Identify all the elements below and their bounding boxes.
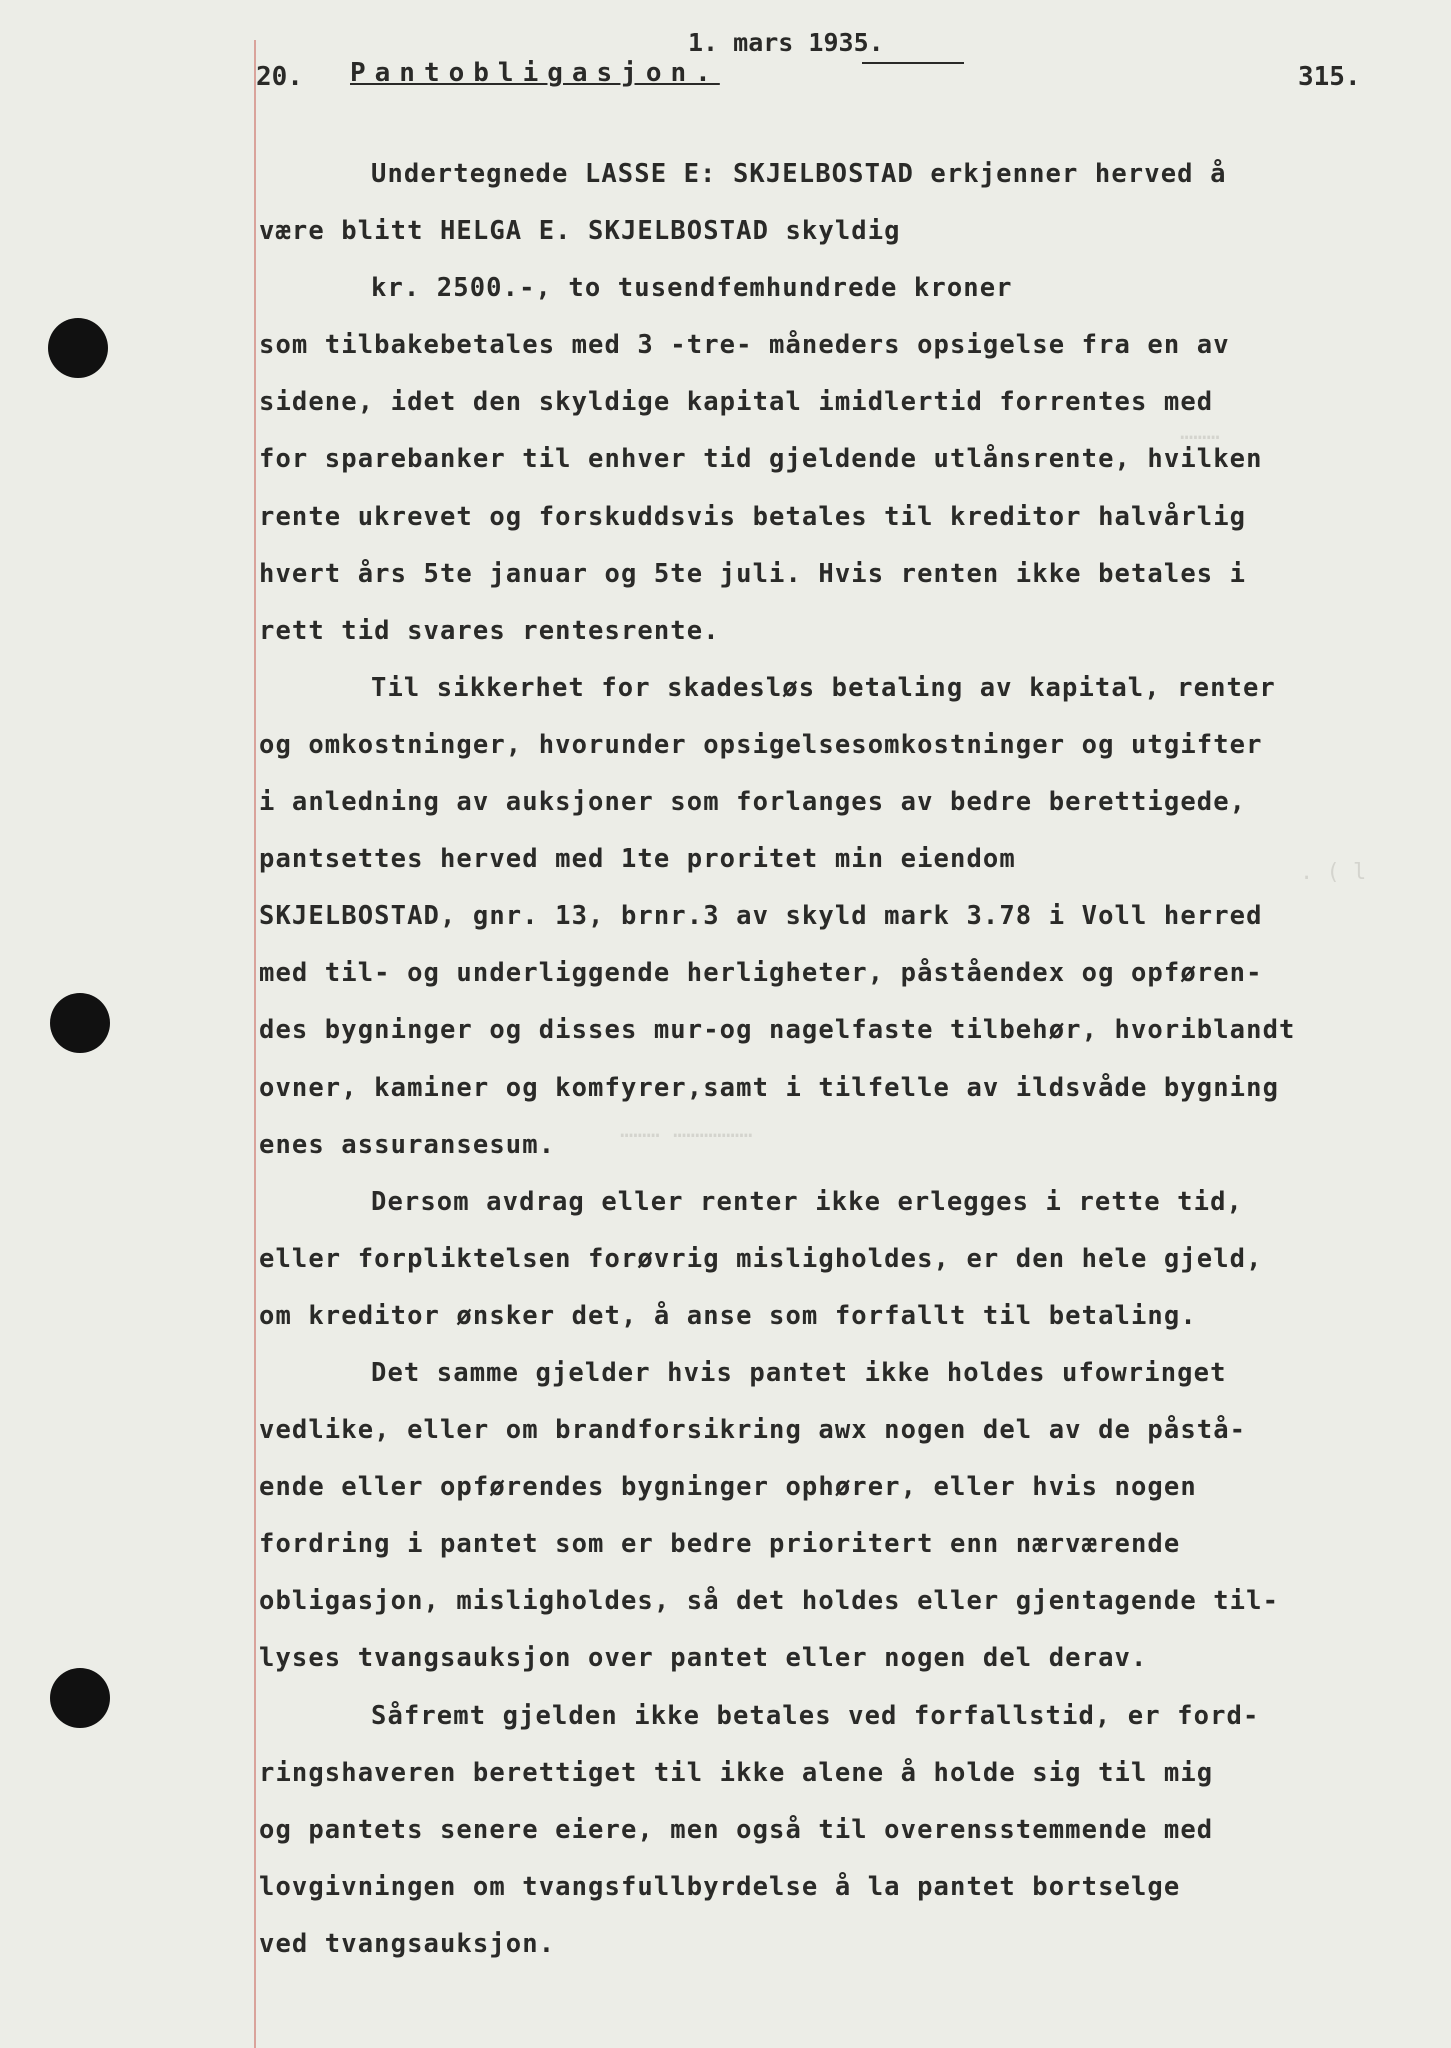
body-line: i anledning av auksjoner som forlanges av bedre berettigede, (259, 787, 1247, 818)
bleed-through-text: ……… ……………… (620, 1118, 753, 1143)
punch-hole (50, 1668, 110, 1728)
body-line: pantsettes herved med 1te proritet min eiendom (259, 844, 1016, 875)
body-line: Dersom avdrag eller renter ikke erlegges i rette tid, (371, 1186, 1243, 1217)
body-line: Undertegnede LASSE E: SKJELBOSTAD erkjenner herved å (371, 159, 1227, 189)
body-line: obligasjon, misligholdes, så det holdes eller gjentagende til- (259, 1586, 1280, 1617)
punch-hole (48, 318, 108, 378)
body-line: Såfremt gjelden ikke betales ved forfallstid, er ford- (371, 1700, 1260, 1731)
punch-hole (50, 993, 110, 1053)
body-line: sidene, idet den skyldige kapital imidlertid forrentes med (259, 387, 1214, 418)
body-line: des bygninger og disses mur-og nagelfaste tilbehør, hvoriblandt (259, 1015, 1296, 1046)
bleed-through-text: ……… (1180, 420, 1220, 445)
body-line: og omkostninger, hvorunder opsigelsesomkostninger og utgifter (259, 729, 1263, 760)
title-underline (862, 62, 964, 64)
body-line: fordring i pantet som er bedre prioritert enn nærværende (259, 1529, 1181, 1560)
document-body (259, 146, 1439, 1973)
body-line: rett tid svares rentesrente. (259, 615, 720, 646)
body-line: for sparebanker til enhver tid gjeldende utlånsrente, hvilken (259, 444, 1263, 475)
body-line: ved tvangsauksjon. (259, 1928, 556, 1959)
bleed-through-text: . ( l (1300, 860, 1367, 885)
margin-line (254, 40, 256, 2048)
body-line: kr. 2500.-, to tusendfemhundrede kroner (371, 273, 1013, 304)
entry-number: 20. (256, 62, 303, 92)
body-line: rente ukrevet og forskuddsvis betales til kreditor halvårlig (259, 501, 1247, 532)
body-line: Det samme gjelder hvis pantet ikke holdes ufowringet (371, 1357, 1227, 1388)
body-line: SKJELBOSTAD, gnr. 13, brnr.3 av skyld mark 3.78 i Voll herred (259, 901, 1263, 932)
body-line: ringshaveren berettiget til ikke alene å holde sig til mig (259, 1757, 1214, 1788)
page-number: 315. (1298, 62, 1361, 92)
body-line: ovner, kaminer og komfyrer,samt i tilfelle av ildsvåde bygning (259, 1072, 1280, 1103)
body-line: vedlike, eller om brandforsikring awx nogen del av de påstå- (259, 1415, 1247, 1446)
body-line: og pantets senere eiere, men også til overensstemmende med (259, 1814, 1214, 1845)
body-line: eller forpliktelsen forøvrig misligholdes, er den hele gjeld, (259, 1243, 1263, 1274)
document-title: Pantobligasjon. (350, 58, 720, 88)
entry-date: 1. mars 1935. (688, 28, 884, 57)
body-line: enes assuransesum. (259, 1129, 556, 1160)
body-line: som tilbakebetales med 3 -tre- måneders opsigelse fra en av (259, 330, 1230, 361)
body-line: om kreditor ønsker det, å anse som forfallt til betaling. (259, 1300, 1197, 1331)
body-line: med til- og underliggende herligheter, påståendex og opføren- (259, 958, 1263, 989)
body-line: hvert års 5te januar og 5te juli. Hvis renten ikke betales i (259, 558, 1247, 589)
body-line: ende eller opførendes bygninger ophører, eller hvis nogen (259, 1472, 1197, 1503)
body-line: være blitt HELGA E. SKJELBOSTAD skyldig (259, 216, 901, 247)
body-line: Til sikkerhet for skadesløs betaling av kapital, renter (371, 672, 1276, 703)
body-line: lyses tvangsauksjon over pantet eller nogen del derav. (259, 1643, 1148, 1674)
body-line: lovgivningen om tvangsfullbyrdelse å la pantet bortselge (259, 1871, 1181, 1902)
